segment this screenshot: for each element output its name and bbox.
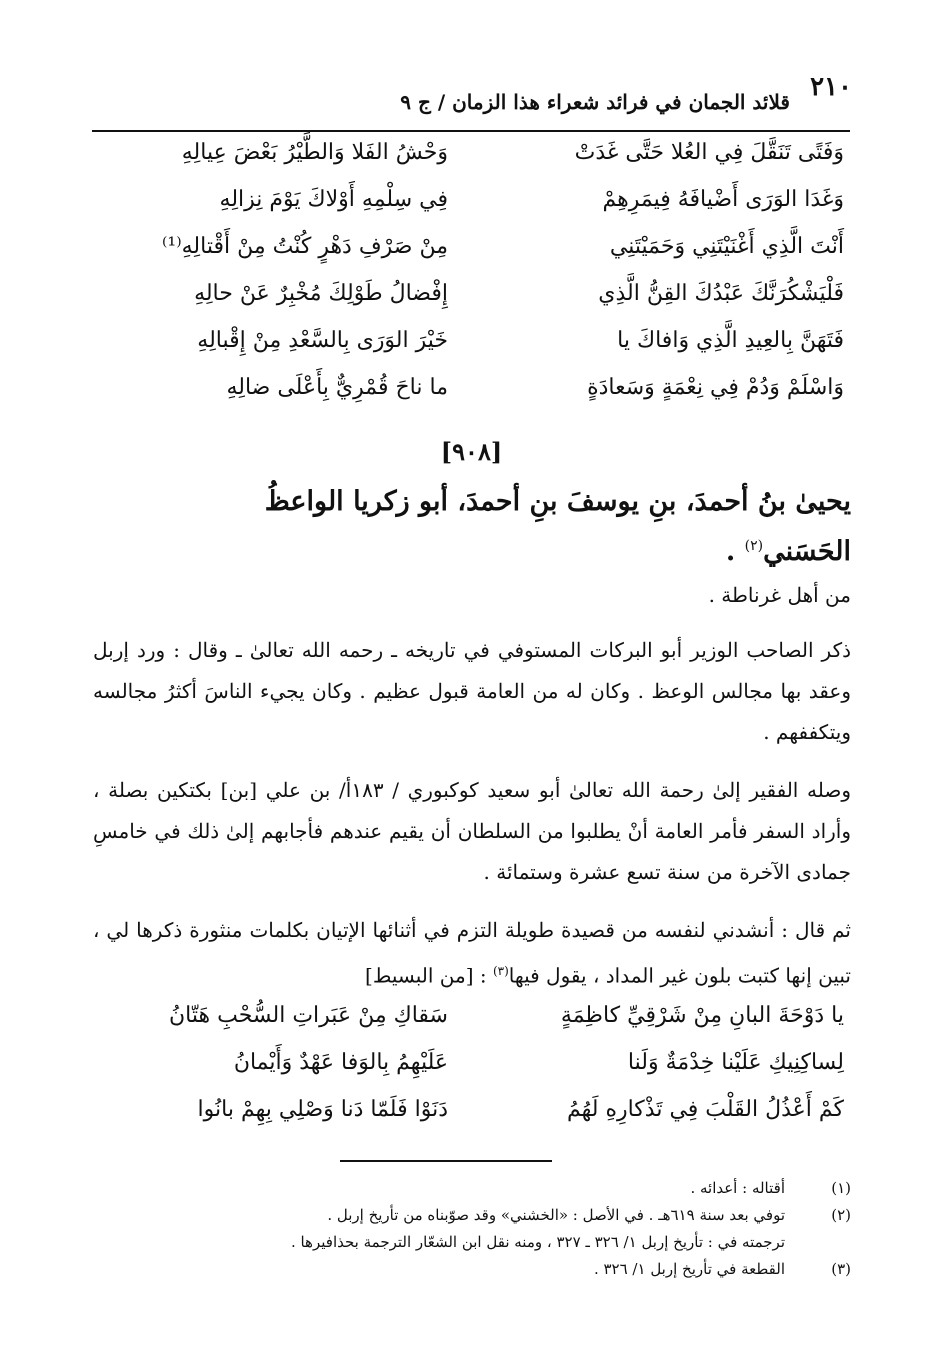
footnote-text: أقتاله : أعدائه . bbox=[690, 1179, 785, 1197]
footnotes bbox=[93, 1175, 851, 1283]
paragraph-origin: من أهل غرناطة . bbox=[708, 583, 851, 607]
paragraph-biography: ذكر الصاحب الوزير أبو البركات المستوفي في تاريخه ـ رحمه الله تعالىٰ ـ وقال : ورد إربل وعقد بها مجالس الوعظ . وكان له من العامة قبول عظيم . وكان يجيء الناسَ أكثرُ مجالسه ويتكففهم . bbox=[93, 638, 851, 744]
footnote-number: (١) bbox=[831, 1179, 851, 1197]
footnote bbox=[93, 1175, 851, 1202]
verse-line bbox=[92, 1050, 850, 1097]
paragraph-text: ثم قال : أنشدني لنفسه من قصيدة طويلة التزم في أثنائها الإتيان بكلمات منثورة ذكرها لي ، تبين إنها كتبت بلون غير المداد ، يقول فيها bbox=[93, 918, 851, 988]
footnote bbox=[93, 1256, 851, 1283]
meter-label: : [من البسيط] bbox=[365, 963, 487, 988]
footnote-continuation: ترجمته في : تأريخ إربل ١/ ٣٢٦ ـ ٣٢٧ ، ومنه نقل ابن الشعّار الترجمة بحذافيرها . bbox=[290, 1233, 785, 1251]
page-header bbox=[92, 72, 852, 120]
verse-line bbox=[92, 234, 850, 281]
verse-first-hemistich: يا دَوْحَةَ البانِ مِنْ شَرْقِيِّ كاظِمَةٍ bbox=[560, 1003, 844, 1028]
verse-second-hemistich: إِفْضالُ طَوْلِكَ مُخْبِرٌ عَنْ حالِهِ bbox=[194, 281, 448, 306]
entry-heading bbox=[151, 480, 851, 574]
paragraph-recitation bbox=[93, 910, 851, 997]
verse-second-hemistich: ما ناحَ قُمْرِيٌّ بِأَعْلَى ضالِهِ bbox=[226, 375, 448, 400]
verse-second-hemistich: دَنَوْا فَلَمّا دَنا وَصْلِي بِهِمْ بانُوا bbox=[197, 1097, 448, 1122]
page-number: ٢١٠ bbox=[810, 72, 852, 102]
verse-second-hemistich: سَقاكِ مِنْ عَبَراتِ السُّحْبِ هَتّانُ bbox=[169, 1003, 448, 1028]
verse-first-hemistich: كَمْ أَعْذُلُ القَلْبَ فِي تَذْكارِهِ لَهُمُ bbox=[566, 1097, 844, 1122]
verse-line bbox=[92, 328, 850, 375]
footnote-text: توفي بعد سنة ٦١٩هـ . في الأصل : «الخشني» وقد صوّبناه من تأريخ إربل . bbox=[327, 1206, 785, 1224]
verse-line bbox=[92, 187, 850, 234]
verse-first-hemistich: وَغَدَا الوَرَى أَضْيافَهُ فِيمَرِهِمْ bbox=[602, 187, 844, 212]
verse-second-hemistich: فِي سِلْمِهِ أَوْلاكَ يَوْمَ نِزالِهِ bbox=[219, 187, 448, 212]
footnote-divider bbox=[340, 1160, 552, 1162]
footnote-text: القطعة في تأريخ إربل ١/ ٣٢٦ . bbox=[593, 1260, 785, 1278]
verse-line bbox=[92, 375, 850, 422]
footnote-number: (٣) bbox=[831, 1260, 851, 1278]
paragraph-patron: وصله الفقير إلىٰ رحمة الله تعالىٰ أبو سعيد كوكبوري / ١٨٣أ/ بن علي [بن] بكتكين بصلة ، وأراد السفر فأمر العامة أنْ يطلبوا من السلطان أن يقيم عندهم فأجابهم إلىٰ ذلك في خامسِ جمادى الآخرة من سنة تسع عشرة وستمائة . bbox=[93, 778, 851, 884]
verse-first-hemistich: وَفَتًى تَنَقَّلَ فِي العُلا حَتَّى غَدَتْ bbox=[574, 140, 844, 165]
entry-number: [٩٠٨] bbox=[440, 437, 503, 466]
verse-second-hemistich: وَحْشُ الفَلا وَالطَّيْرُ بَعْضَ عِيالِهِ bbox=[181, 140, 448, 165]
verse-first-hemistich: لِساكِنِيكِ عَلَيْنا خِدْمَةٌ وَلَنا bbox=[627, 1050, 844, 1075]
footnote-ref: (٢) bbox=[744, 538, 764, 554]
footnote-ref: (٣) bbox=[492, 964, 509, 978]
footnote bbox=[93, 1202, 851, 1229]
verse-first-hemistich: وَاسْلَمْ وَدُمْ فِي نِعْمَةٍ وَسَعادَةٍ bbox=[587, 375, 844, 400]
verse-line bbox=[92, 281, 850, 328]
header-divider bbox=[92, 130, 850, 132]
verse-line bbox=[92, 140, 850, 187]
verse-line bbox=[92, 1003, 850, 1050]
running-title: قلائد الجمان في فرائد شعراء هذا الزمان / ج ٩ bbox=[400, 90, 790, 114]
poem-2 bbox=[92, 1003, 850, 1144]
entry-end-mark: . bbox=[725, 536, 736, 567]
verse-second-hemistich: عَلَيْهِمُ بِالوَفا عَهْدٌ وَأَيْمانُ bbox=[233, 1050, 448, 1075]
poem-1 bbox=[92, 140, 850, 422]
verse-first-hemistich: فَتَهَنَّ بِالعِيدِ الَّذِي وَافاكَ يا bbox=[617, 328, 844, 353]
verse-second-hemistich: مِنْ صَرْفِ دَهْرٍ كُنْتُ مِنْ أَقْتالِهِ⁽¹⁾ bbox=[161, 234, 448, 259]
verse-first-hemistich: فَلْيَشْكُرَنَّكَ عَبْدُكَ القِنُّ الَّذِي bbox=[598, 281, 844, 306]
footnote-number: (٢) bbox=[831, 1206, 851, 1224]
verse-line bbox=[92, 1097, 850, 1144]
verse-second-hemistich: خَيْرَ الوَرَى بِالسَّعْدِ مِنْ إِقْبالِهِ bbox=[197, 328, 448, 353]
entry-name: يحيىٰ بنُ أحمدَ، بنِ يوسفَ بنِ أحمدَ، أبو زكريا الواعظُ الحَسَني bbox=[264, 486, 851, 567]
verse-first-hemistich: أَنْتَ الَّذِي أَغْنَيْتَنِي وَحَمَيْتَنِي bbox=[609, 234, 844, 259]
